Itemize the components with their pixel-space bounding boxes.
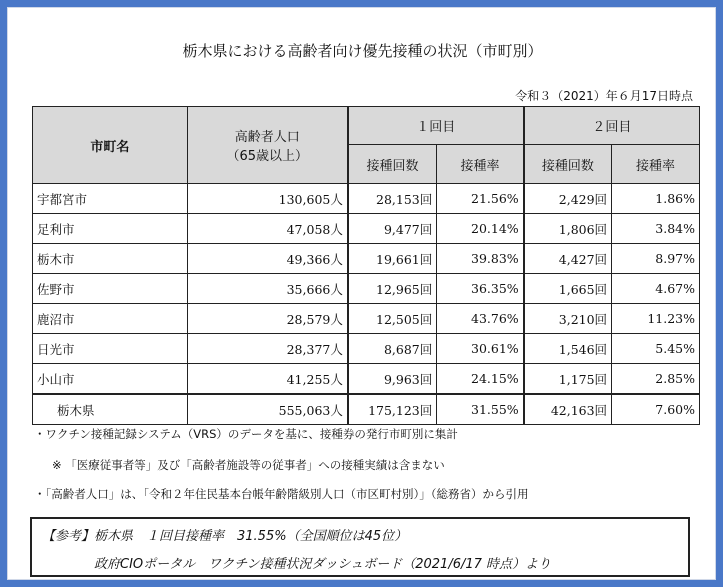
second-count-value: 1,546回 bbox=[524, 334, 612, 364]
population-value: 130,605人 bbox=[187, 184, 348, 214]
header-first-dose: １回目 bbox=[348, 107, 524, 145]
header-first-count: 接種回数 bbox=[348, 145, 437, 184]
first-rate-value: 39.83% bbox=[437, 244, 524, 274]
table-row bbox=[33, 364, 700, 395]
second-count-value: 1,806回 bbox=[524, 214, 612, 244]
second-rate-value: 11.23% bbox=[612, 304, 700, 334]
second-rate-value: 8.97% bbox=[612, 244, 700, 274]
vaccination-table bbox=[32, 106, 700, 425]
second-count-value: 1,175回 bbox=[524, 364, 612, 395]
second-rate-value: 4.67% bbox=[612, 274, 700, 304]
population-value: 35,666人 bbox=[187, 274, 348, 304]
note-exclusion: ※ 「医療従事者等」及び「高齢者施設等の従事者」への接種実績は含まない bbox=[52, 458, 445, 472]
population-value: 28,579人 bbox=[187, 304, 348, 334]
as-of-date: 令和３（2021）年６月17日時点 bbox=[515, 89, 693, 103]
table-row bbox=[33, 304, 700, 334]
reference-line2: 政府CIOポータル ワクチン接種状況ダッシュボード（2021/6/17 時点）より bbox=[94, 557, 552, 572]
first-count-value: 9,963回 bbox=[348, 364, 437, 395]
first-count-value: 8,687回 bbox=[348, 334, 437, 364]
population-value: 49,366人 bbox=[187, 244, 348, 274]
table-row bbox=[33, 334, 700, 364]
municipality-name: 鹿沼市 bbox=[33, 304, 188, 334]
first-count-value: 19,661回 bbox=[348, 244, 437, 274]
header-second-dose: ２回目 bbox=[524, 107, 700, 145]
municipality-name: 宇都宮市 bbox=[33, 184, 188, 214]
page-title: 栃木県における高齢者向け優先接種の状況（市町別） bbox=[182, 42, 543, 60]
reference-box bbox=[30, 517, 690, 577]
total-name: 栃木県 bbox=[33, 394, 188, 425]
total-second-count: 42,163回 bbox=[524, 394, 612, 425]
header-population bbox=[187, 107, 348, 184]
first-count-value: 9,477回 bbox=[348, 214, 437, 244]
reference-line1: 【参考】栃木県 １回目接種率 31.55%（全国順位は45位） bbox=[42, 529, 408, 544]
first-rate-value: 20.14% bbox=[437, 214, 524, 244]
second-rate-value: 1.86% bbox=[612, 184, 700, 214]
note-source: ・ワクチン接種記録システム（VRS）のデータを基に、接種券の発行市町別に集計 bbox=[34, 427, 458, 441]
municipality-name: 栃木市 bbox=[33, 244, 188, 274]
table-row bbox=[33, 274, 700, 304]
table-row bbox=[33, 184, 700, 214]
first-rate-value: 24.15% bbox=[437, 364, 524, 395]
total-population: 555,063人 bbox=[187, 394, 348, 425]
header-second-rate: 接種率 bbox=[612, 145, 700, 184]
table-row bbox=[33, 214, 700, 244]
first-count-value: 12,505回 bbox=[348, 304, 437, 334]
second-rate-value: 3.84% bbox=[612, 214, 700, 244]
population-value: 47,058人 bbox=[187, 214, 348, 244]
total-second-rate: 7.60% bbox=[612, 394, 700, 425]
total-first-rate: 31.55% bbox=[437, 394, 524, 425]
blue-frame bbox=[3, 3, 720, 584]
header-second-count: 接種回数 bbox=[524, 145, 612, 184]
document-page bbox=[7, 7, 716, 580]
population-value: 28,377人 bbox=[187, 334, 348, 364]
first-rate-value: 21.56% bbox=[437, 184, 524, 214]
municipality-name: 小山市 bbox=[33, 364, 188, 395]
header-population-label: 高齢者人口 bbox=[234, 130, 300, 145]
first-rate-value: 43.76% bbox=[437, 304, 524, 334]
population-value: 41,255人 bbox=[187, 364, 348, 395]
municipality-name: 足利市 bbox=[33, 214, 188, 244]
second-count-value: 4,427回 bbox=[524, 244, 612, 274]
second-rate-value: 5.45% bbox=[612, 334, 700, 364]
header-first-rate: 接種率 bbox=[437, 145, 524, 184]
second-count-value: 1,665回 bbox=[524, 274, 612, 304]
second-count-value: 2,429回 bbox=[524, 184, 612, 214]
total-row bbox=[33, 394, 700, 425]
header-population-sub: （65歳以上） bbox=[226, 149, 309, 164]
first-rate-value: 36.35% bbox=[437, 274, 524, 304]
first-rate-value: 30.61% bbox=[437, 334, 524, 364]
municipality-name: 佐野市 bbox=[33, 274, 188, 304]
second-count-value: 3,210回 bbox=[524, 304, 612, 334]
municipality-name: 日光市 bbox=[33, 334, 188, 364]
note-population: ・「高齢者人口」は、「令和２年住民基本台帳年齢階級別人口（市区町村別）」（総務省）から引用 bbox=[34, 487, 529, 501]
first-count-value: 28,153回 bbox=[348, 184, 437, 214]
second-rate-value: 2.85% bbox=[612, 364, 700, 395]
first-count-value: 12,965回 bbox=[348, 274, 437, 304]
table-row bbox=[33, 244, 700, 274]
header-municipality: 市町名 bbox=[33, 107, 188, 184]
total-first-count: 175,123回 bbox=[348, 394, 437, 425]
